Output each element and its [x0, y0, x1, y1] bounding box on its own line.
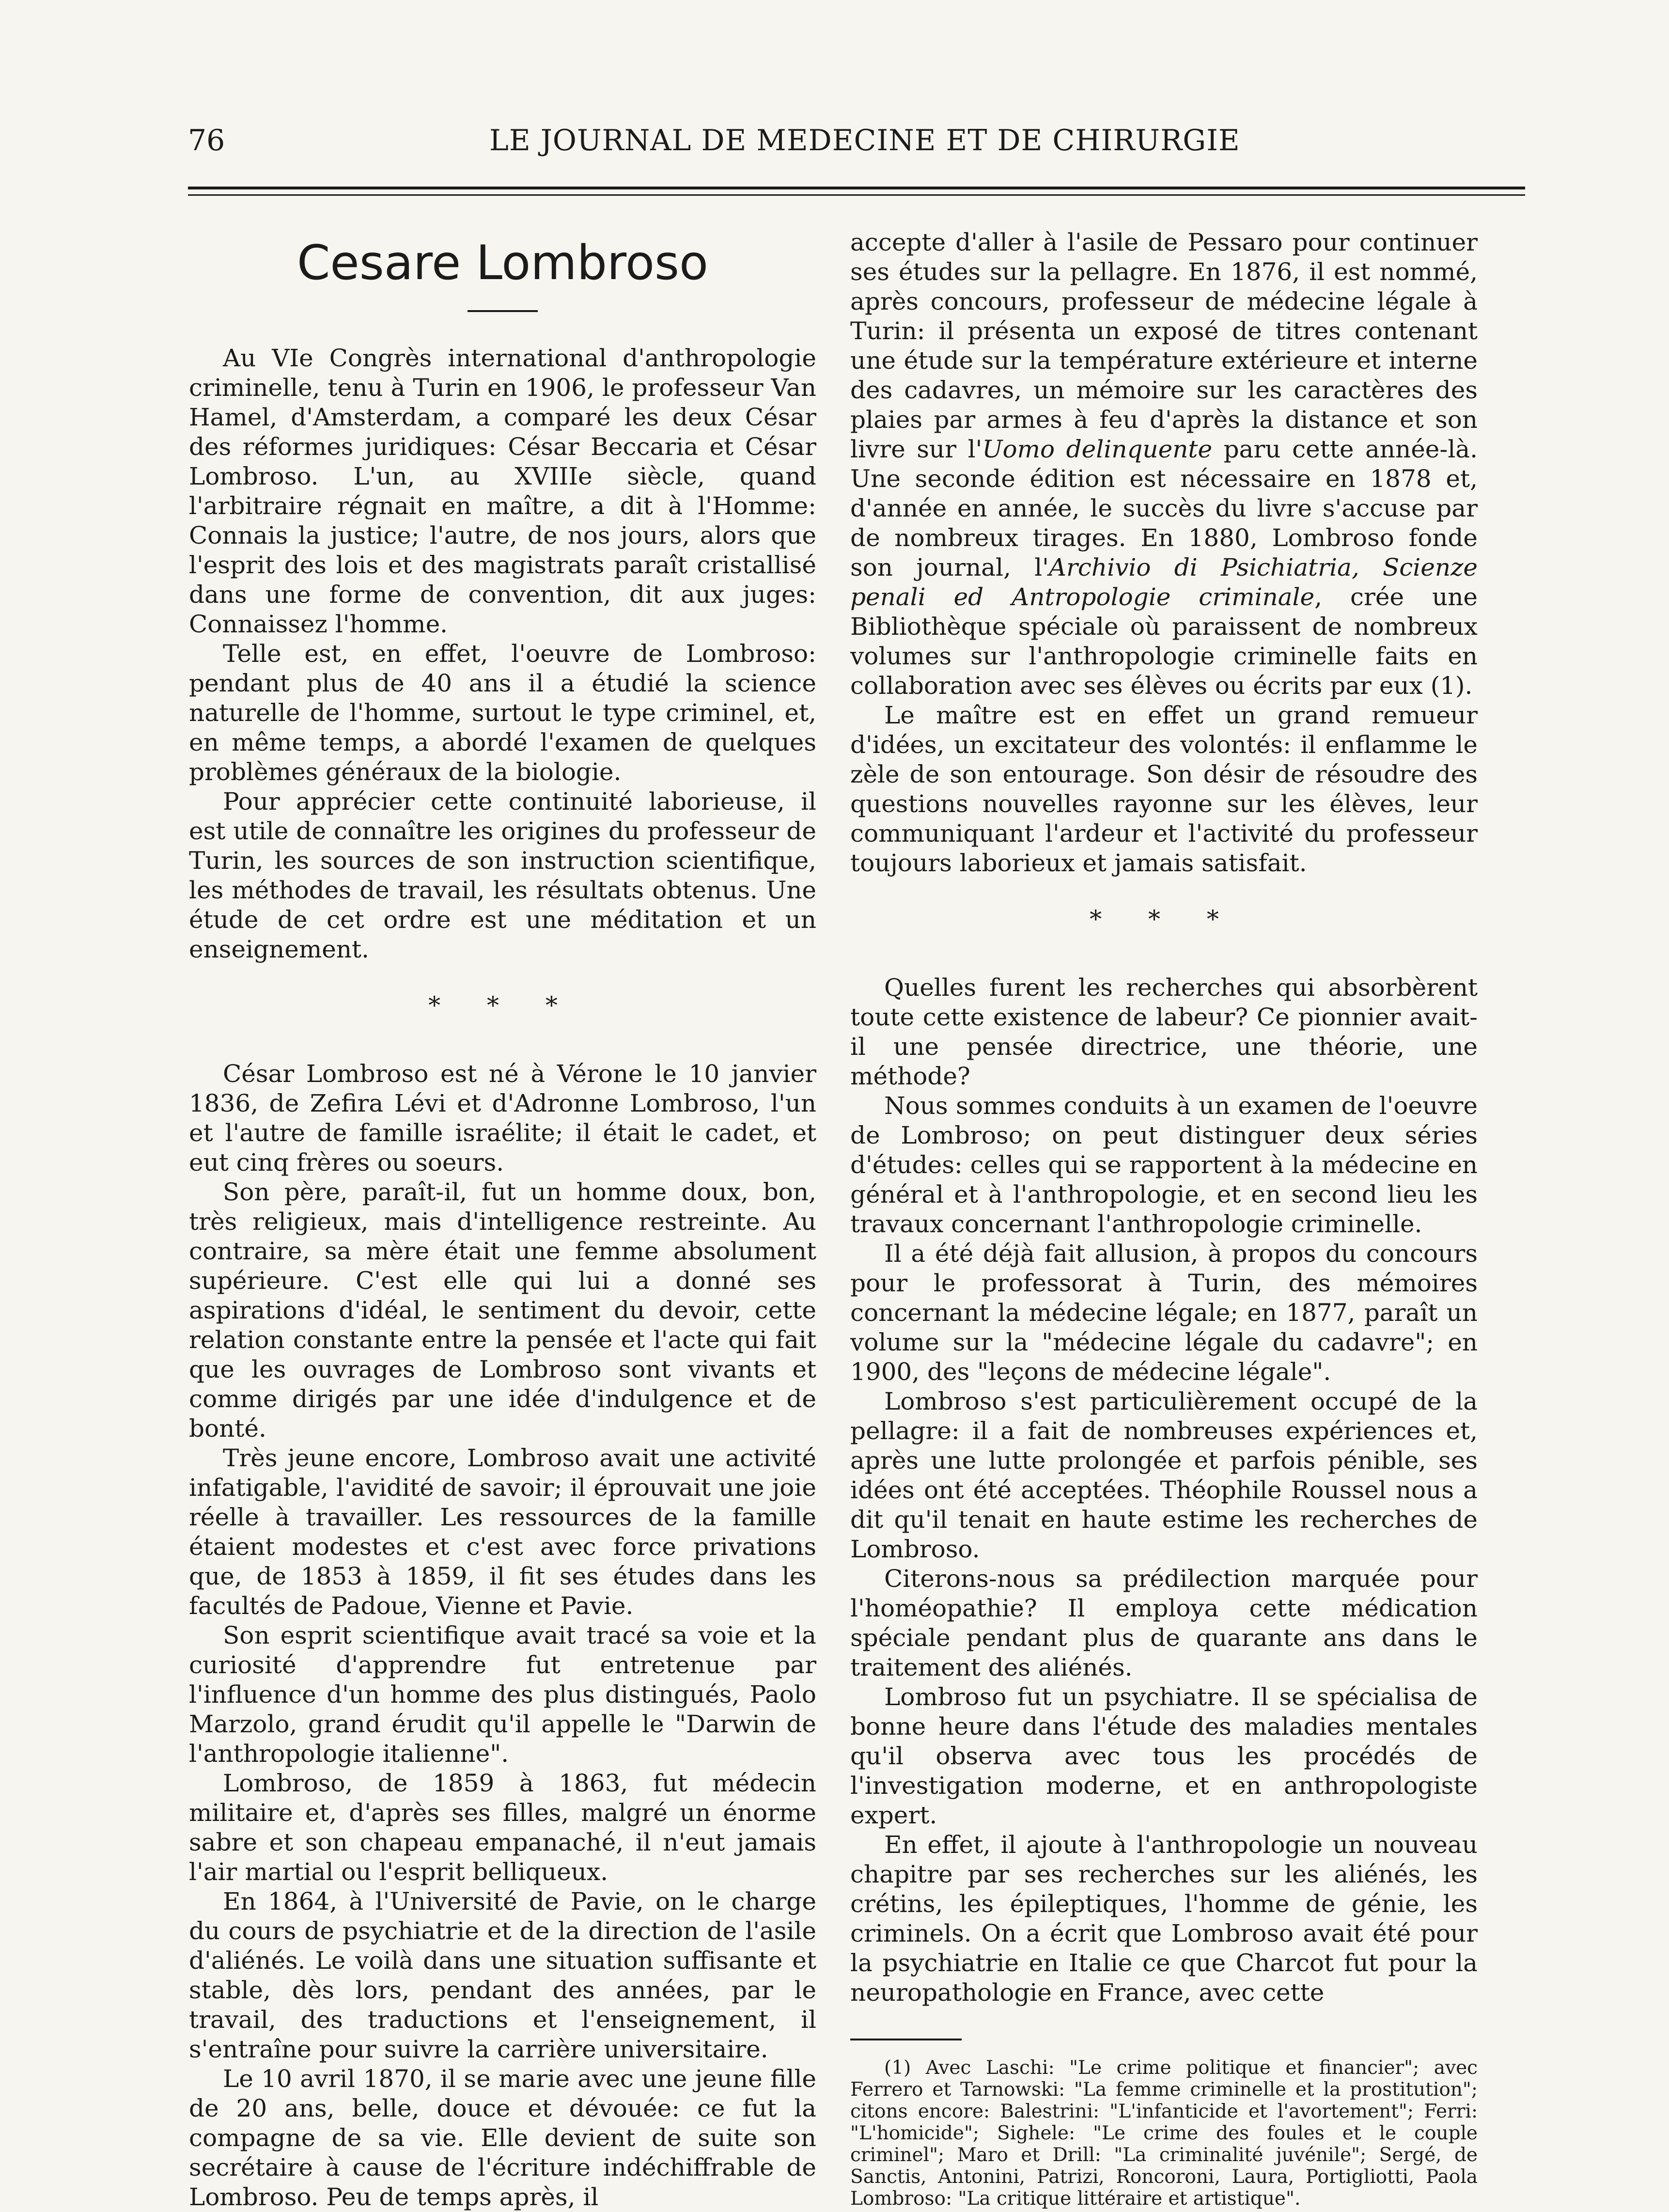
paragraph: Le 10 avril 1870, il se marie avec une jeune fille de 20 ans, belle, douce et dévouée: ce fut la compagne de sa vie. Elle devient de suite son secrétaire à cause de l'écriture indéchiffrable de Lombroso. Peu de temps après, il: [189, 2065, 816, 2211]
paragraph: Telle est, en effet, l'oeuvre de Lombroso: pendant plus de 40 ans il a étudié la science naturelle de l'homme, surtout le type criminel, et, en même temps, a abordé l'examen de quelques problèmes généraux de la biologie.: [189, 640, 816, 786]
text-run: accepte d'aller à l'asile de Pessaro pour continuer ses études sur la pellagre. En 1876, il est nommé, après concours, professeur de médecine légale à Turin: il présenta un exposé de titres contenant une étude sur la température extérieure et interne des cadavres, un mémoire sur les caractères des plaies par armes à feu d'après la distance et son livre sur l': [850, 228, 1478, 463]
paragraph: Lombroso fut un psychiatre. Il se spécialisa de bonne heure dans l'étude des maladies mentales qu'il observa avec tous les procédés de l'investigation moderne, et en anthropologiste expert.: [850, 1683, 1478, 1829]
title-rule: [468, 310, 538, 312]
paragraph: Pour apprécier cette continuité laborieuse, il est utile de connaître les origines du professeur de Turin, les sources de son instruction scientifique, les méthodes de travail, les résultats obtenus. Une étude de cet ordre est une méditation et un enseignement.: [189, 787, 816, 963]
paragraph: Son esprit scientifique avait tracé sa voie et la curiosité d'apprendre fut entretenue par l'influence d'un homme des plus distingués, Paolo Marzolo, grand érudit qu'il appelle le "Darwin de l'anthropologie italienne".: [189, 1621, 816, 1768]
footnote-rule: [850, 2039, 962, 2040]
paragraph: César Lombroso est né à Vérone le 10 janvier 1836, de Zefira Lévi et d'Adronne Lombroso, l'un et l'autre de famille israélite; il était le cadet, et eut cinq frères ou soeurs.: [189, 1060, 816, 1177]
section-break: * * *: [428, 991, 577, 1020]
book-title: Uomo delinquente: [982, 435, 1213, 463]
page-number: 76: [188, 124, 225, 157]
running-title: LE JOURNAL DE MEDECINE ET DE CHIRURGIE: [489, 124, 1240, 157]
right-column: [850, 228, 1478, 2210]
paragraph: Lombroso, de 1859 à 1863, fut médecin militaire et, d'après ses filles, malgré un énorme sabre et son chapeau empanaché, il n'eut jamais l'air martial ou l'esprit belliqueux.: [189, 1769, 816, 1886]
text-run: , crée une Bibliothèque spéciale où paraissent de nombreux volumes sur l'anthropologie criminelle faits en collaboration avec ses élèves ou écrits par eux (1).: [850, 583, 1478, 700]
paragraph: Il a été déjà fait allusion, à propos du concours pour le professorat à Turin, des mémoires concernant la médecine légale; en 1877, paraît un volume sur la "médecine légale du cadavre"; en 1900, des "leçons de médecine légale".: [850, 1239, 1478, 1386]
text-run: paru cette année-là. Une seconde édition est nécessaire en 1878 et, d'année en année, le succès du livre s'accuse par de nombreux tirages. En 1880, Lombroso fonde son journal, l': [850, 435, 1478, 581]
footnote: (1) Avec Laschi: "Le crime politique et financier"; avec Ferrero et Tarnowski: "La femme criminelle et la prostitution"; citons encore: Balestrini: "L'infanticide et l'avortement"; Ferri: "L'homicide"; Sighele: "Le crime des foules et le couple criminel"; Maro et Drill: "La criminalité juvénile"; Sergé, de Sanctis, Antonini, Patrizi, Roncoroni, Laura, Portigliotti, Paola Lombroso: "La critique littéraire et artistique".: [850, 2057, 1478, 2210]
paragraph: Le maître est en effet un grand remueur d'idées, un excitateur des volontés: il enflamme le zèle de son entourage. Son désir de résoudre des questions nouvelles rayonne sur les élèves, leur communiquant l'ardeur et l'activité du professeur toujours laborieux et jamais satisfait.: [850, 701, 1478, 877]
paragraph: Lombroso s'est particulièrement occupé de la pellagre: il a fait de nombreuses expériences et, après une lutte prolongée et parfois pénible, ses idées ont été acceptées. Théophile Roussel nous a dit qu'il tenait en haute estime les recherches de Lombroso.: [850, 1387, 1478, 1563]
paragraph-continued: [850, 228, 1478, 701]
paragraph: Très jeune encore, Lombroso avait une activité infatigable, l'avidité de savoir; il éprouvait une joie réelle à travailler. Les ressources de la famille étaient modestes et c'est avec force privations que, de 1853 à 1859, il fit ses études dans les facultés de Padoue, Vienne et Pavie.: [189, 1444, 816, 1620]
paragraph: Citerons-nous sa prédilection marquée pour l'homéopathie? Il employa cette médication spéciale pendant plus de quarante ans dans le traitement des aliénés.: [850, 1565, 1478, 1681]
header-rule: [188, 187, 1525, 196]
paragraph: Quelles furent les recherches qui absorbèrent toute cette existence de labeur? Ce pionnier avait-il une pensée directrice, une théorie, une méthode?: [850, 973, 1478, 1090]
paragraph: Nous sommes conduits à un examen de l'oeuvre de Lombroso; on peut distinguer deux séries d'études: celles qui se rapportent à la médecine en général et à l'anthropologie, et en second lieu les travaux concernant l'anthropologie criminelle.: [850, 1092, 1478, 1238]
paragraph: Au VIe Congrès international d'anthropologie criminelle, tenu à Turin en 1906, le professeur Van Hamel, d'Amsterdam, a comparé les deux César des réformes juridiques: César Beccaria et César Lombroso. L'un, au XVIIIe siècle, quand l'arbitraire régnait en maître, a dit à l'Homme: Connais la justice; l'autre, de nos jours, alors que l'esprit des lois et des magistrats paraît cristallisé dans une forme de convention, dit aux juges: Connaissez l'homme.: [189, 344, 816, 638]
article-title: Cesare Lombroso: [296, 235, 709, 291]
journal-title: Archivio di Psichiatria, Scienze penali ed Antropologie criminale: [850, 553, 1478, 611]
paragraph: En effet, il ajoute à l'anthropologie un nouveau chapitre par ses recherches sur les aliénés, les crétins, les épileptiques, l'homme de génie, les criminels. On a écrit que Lombroso avait été pour la psychiatrie en Italie ce que Charcot fut pour la neuropathologie en France, avec cette: [850, 1831, 1478, 2007]
paragraph: Son père, paraît-il, fut un homme doux, bon, très religieux, mais d'intelligence restreinte. Au contraire, sa mère était une femme absolument supérieure. C'est elle qui lui a donné ses aspirations d'idéal, le sentiment du devoir, cette relation constante entre la pensée et l'acte qui fait que les ouvrages de Lombroso sont vivants et comme dirigés par une idée d'indulgence et de bonté.: [189, 1178, 816, 1443]
left-column: [189, 228, 816, 2212]
section-break: * * *: [1090, 905, 1238, 933]
paragraph: En 1864, à l'Université de Pavie, on le charge du cours de psychiatrie et de la direction de l'asile d'aliénés. Le voilà dans une situation suffisante et stable, dès lors, pendant des années, par le travail, des traductions et l'enseignement, il s'entraîne pour suivre la carrière universitaire.: [189, 1887, 816, 2063]
